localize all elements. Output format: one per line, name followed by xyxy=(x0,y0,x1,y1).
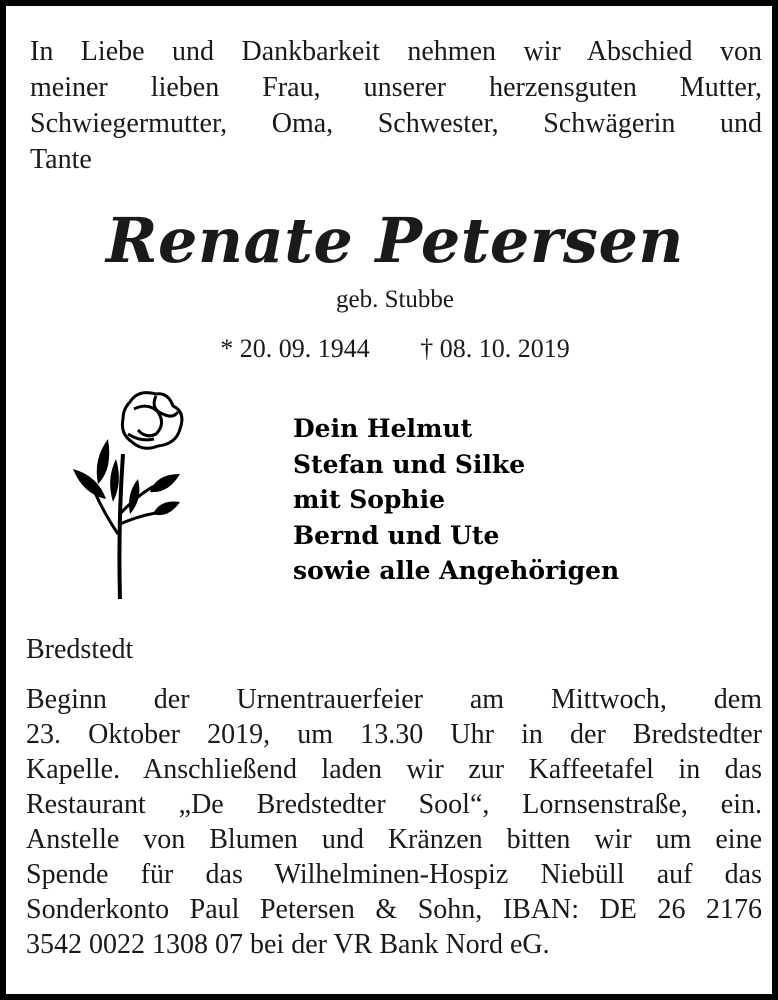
details-line: Spende für das Wilhelminen-Hospiz Niebüll auf das xyxy=(26,859,762,890)
mourners-list xyxy=(293,411,619,589)
mourner: Bernd und Ute xyxy=(293,520,500,550)
mourner: Stefan und Silke xyxy=(293,449,526,479)
intro-line: Schwiegermutter, Oma, Schwester, Schwägerin und xyxy=(30,108,762,139)
details-line: Kapelle. Anschließend laden wir zur Kaffeetafel in das xyxy=(26,754,762,785)
rose-icon xyxy=(68,384,203,604)
intro-line: In Liebe und Dankbarkeit nehmen wir Abschied von xyxy=(30,36,762,67)
life-dates xyxy=(6,334,778,364)
funeral-details xyxy=(26,682,762,962)
place: Bredstedt xyxy=(26,634,134,665)
deceased-name: Renate Petersen xyxy=(106,204,684,277)
intro-text xyxy=(30,34,762,178)
details-line: 3542 0022 1308 07 bei der VR Bank Nord eG. xyxy=(26,929,550,960)
details-line: 23. Oktober 2019, um 13.30 Uhr in der Bredstedter xyxy=(26,719,762,750)
mourner: mit Sophie xyxy=(293,485,445,514)
birth-date: * 20. 09. 1944 xyxy=(220,334,370,363)
intro-line: meiner lieben Frau, unserer herzensguten Mutter, xyxy=(30,72,762,103)
death-date: † 08. 10. 2019 xyxy=(420,334,570,363)
details-line: Sonderkonto Paul Petersen & Sohn, IBAN: DE 26 2176 xyxy=(26,894,762,925)
mourner: Dein Helmut xyxy=(293,414,473,443)
birth-name: geb. Stubbe xyxy=(335,286,455,313)
details-line: Anstelle von Blumen und Kränzen bitten wir um eine xyxy=(26,824,762,855)
intro-line: Tante xyxy=(30,144,92,175)
mourner: sowie alle Angehörigen xyxy=(293,556,620,585)
details-line: Restaurant „De Bredstedter Sool“, Lornsenstraße, ein. xyxy=(26,789,762,820)
details-line: Beginn der Urnentrauerfeier am Mittwoch, dem xyxy=(26,684,762,715)
